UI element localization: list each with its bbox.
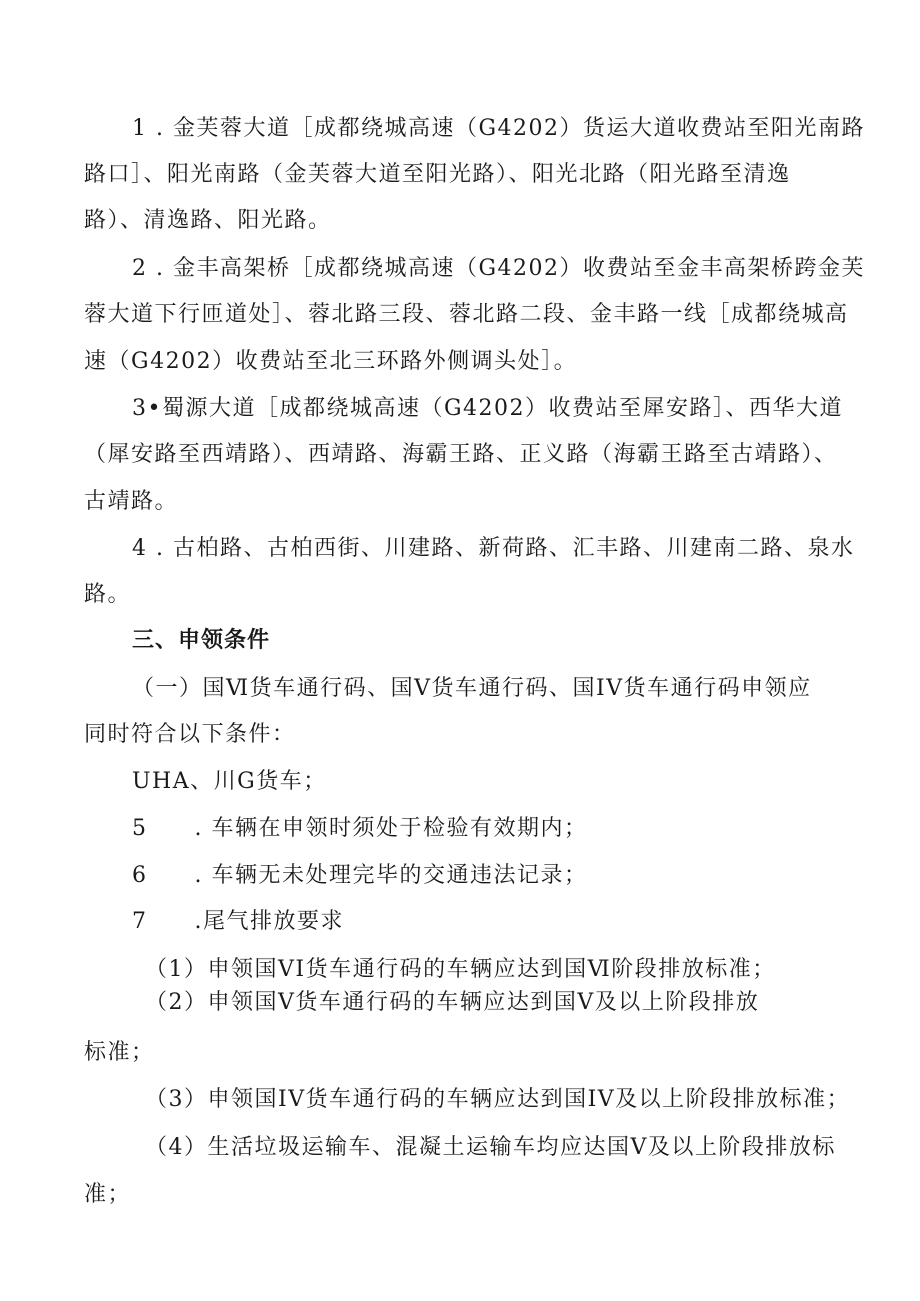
- text-line-21: 标准；: [84, 1040, 155, 1065]
- text-line-10: 4 . 古柏路、古柏西街、川建路、新荷路、汇丰路、川建南二路、泉水: [132, 536, 855, 561]
- text-line-22: （3）申领国IV货车通行码的车辆应达到国IV及以上阶段排放标准；: [145, 1087, 851, 1112]
- text-line-9: 古靖路。: [84, 489, 179, 514]
- text-line-3: 路）、清逸路、阳光路。: [84, 208, 332, 233]
- text-line-15: UHA、川G货车；: [132, 769, 327, 794]
- text-line-20: （2）申领国V货车通行码的车辆应达到国V及以上阶段排放: [145, 990, 760, 1015]
- text-line-8: （犀安路至西靖路）、西靖路、海霸王路、正义路（海霸王路至古靖路）、: [84, 442, 838, 467]
- text-line-24: 准；: [84, 1182, 132, 1207]
- text-line-14: 同时符合以下条件：: [84, 722, 296, 747]
- text-line-7: 3•蜀源大道［成都绕城高速（G4202）收费站至犀安路］、西华大道: [132, 396, 844, 421]
- text-line-1: 1 . 金芙蓉大道［成都绕城高速（G4202）货运大道收费站至阳光南路: [132, 116, 866, 141]
- text-line-17: 6 . 车辆无未处理完毕的交通违法记录；: [132, 863, 588, 888]
- text-line-23: （4）生活垃圾运输车、混凝土运输车均应达国V及以上阶段排放标: [145, 1135, 836, 1160]
- text-line-2: 路口］、阳光南路（金芙蓉大道至阳光路）、阳光北路（阳光路至清逸: [84, 162, 791, 187]
- text-line-6: 速（G4202）收费站至北三环路外侧调头处］。: [84, 349, 578, 374]
- section-heading: 三、申领条件: [132, 628, 271, 653]
- text-line-5: 蓉大道下行匝道处］、蓉北路三段、蓉北路二段、金丰路一线［成都绕城高: [84, 302, 849, 327]
- text-line-11: 路。: [84, 582, 132, 607]
- text-line-18: 7 .尾气排放要求: [132, 909, 344, 934]
- text-line-4: 2 . 金丰高架桥［成都绕城高速（G4202）收费站至金丰高架桥跨金芙: [132, 256, 866, 281]
- text-line-16: 5 . 车辆在申领时须处于检验有效期内；: [132, 816, 588, 841]
- text-line-13: （一）国Ⅵ货车通行码、国V货车通行码、国IV货车通行码申领应: [132, 676, 812, 701]
- text-line-19: （1）申领国VI货车通行码的车辆应达到国Ⅵ阶段排放标准；: [145, 957, 776, 982]
